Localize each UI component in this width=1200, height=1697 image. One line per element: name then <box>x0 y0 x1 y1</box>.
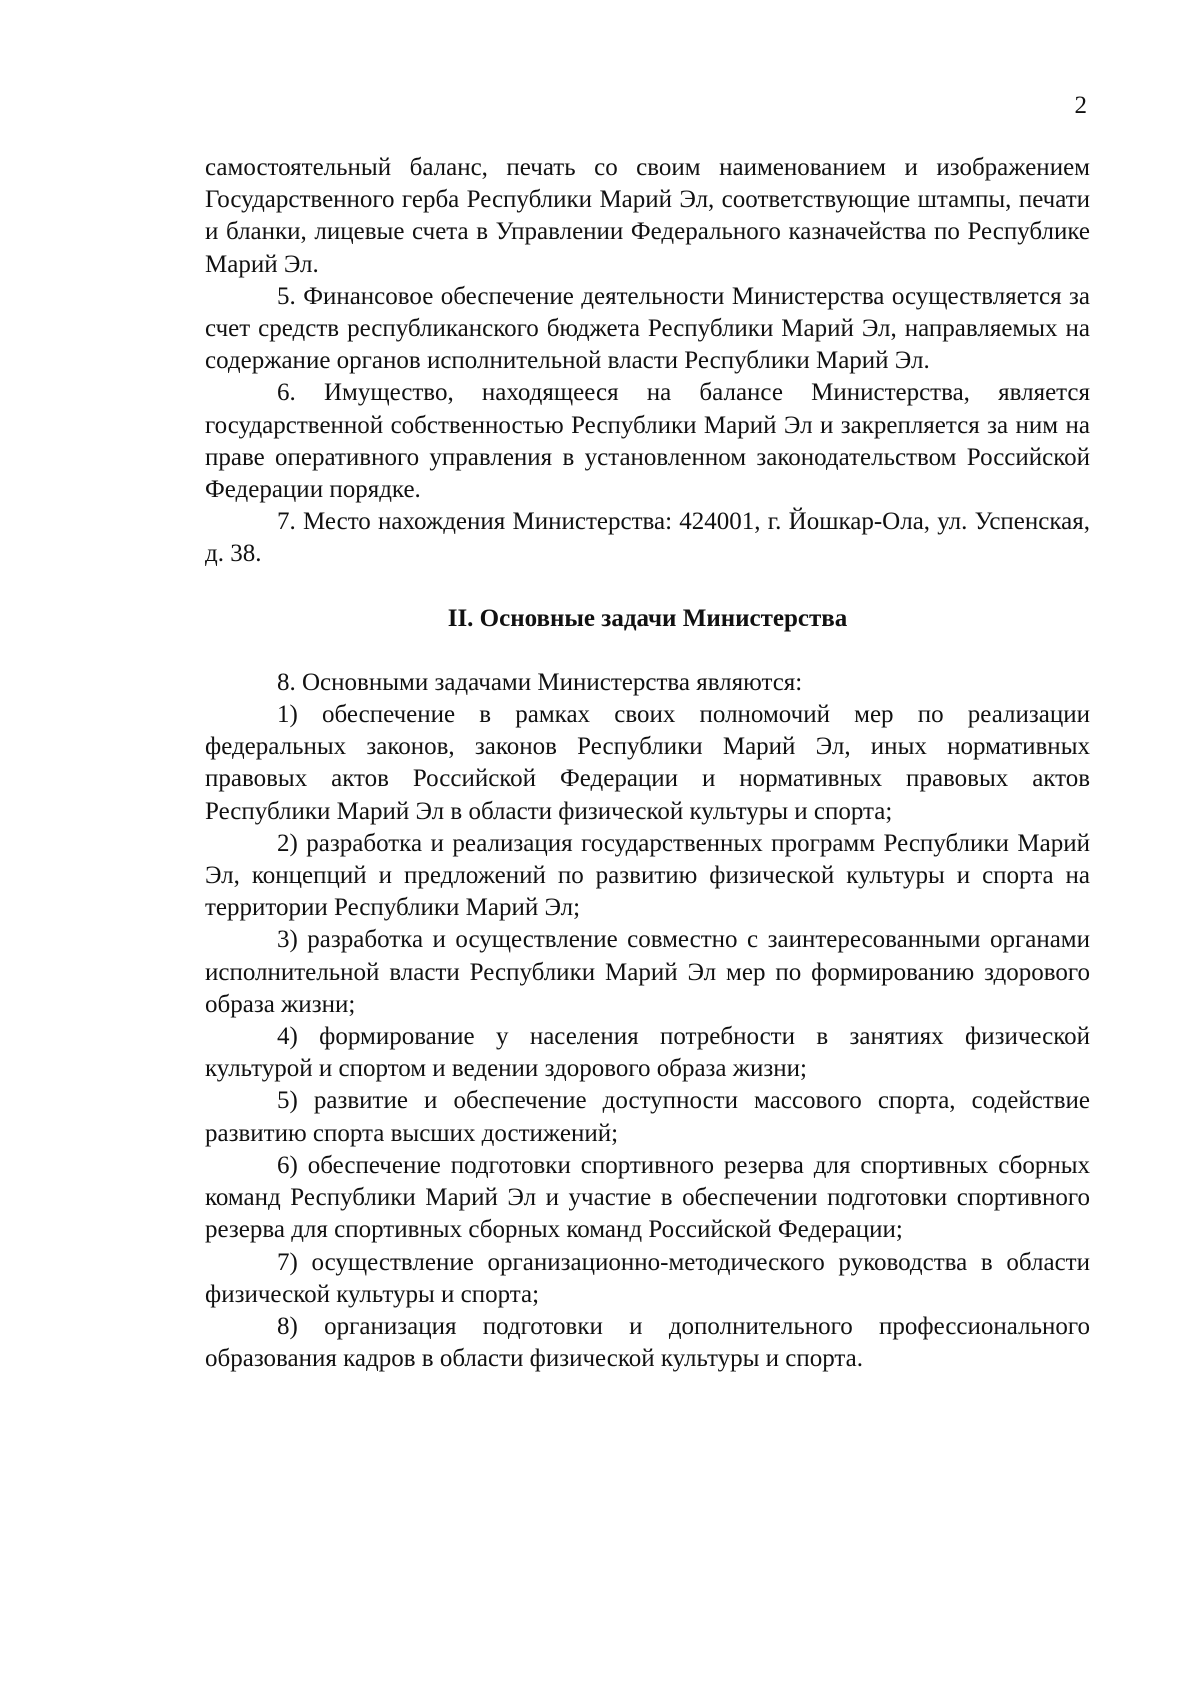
task-item-2: 2) разработка и реализация государственных программ Республики Марий Эл, концепций и предложений по развитию физической культуры и спорта на территории Республики Марий Эл; <box>205 829 1090 922</box>
page-number: 2 <box>1074 92 1087 119</box>
task-item-6: 6) обеспечение подготовки спортивного резерва для спортивных сборных команд Республики Марий Эл и участие в обеспечении подготовки спортивного резерва для спортивных сборных команд Российской Федерации; <box>205 1151 1090 1244</box>
paragraph-item-7: 7. Место нахождения Министерства: 424001, г. Йошкар-Ола, ул. Успенская, д. 38. <box>205 508 1090 568</box>
task-item-4: 4) формирование у населения потребности в занятиях физической культурой и спортом и ведении здорового образа жизни; <box>205 1023 1090 1083</box>
paragraph-item-6: 6. Имущество, находящееся на балансе Министерства, является государственной собственностью Республики Марий Эл и закрепляется за ним на праве оперативного управления в установленном законодательством Российской Федерации порядке. <box>205 379 1090 504</box>
document-body <box>205 152 1090 1375</box>
task-item-3: 3) разработка и осуществление совместно с заинтересованными органами исполнительной власти Республики Марий Эл мер по формированию здорового образа жизни; <box>205 926 1090 1018</box>
paragraph-continuation: самостоятельный баланс, печать со своим наименованием и изображением Государственного герба Республики Марий Эл, соответствующие штампы, печати и бланки, лицевые счета в Управлении Федерального казначейства по Республике Марий Эл. <box>205 154 1090 278</box>
task-item-5: 5) развитие и обеспечение доступности массового спорта, содействие развитию спорта высших достижений; <box>205 1087 1090 1147</box>
task-item-7: 7) осуществление организационно-методического руководства в области физической культуры и спорта; <box>205 1248 1090 1308</box>
paragraph-item-5: 5. Финансовое обеспечение деятельности Министерства осуществляется за счет средств республиканского бюджета Республики Марий Эл, направляемых на содержание органов исполнительной власти Республики Марий Эл. <box>205 282 1090 375</box>
paragraph-item-8: 8. Основными задачами Министерства являются: <box>277 668 803 696</box>
task-item-8: 8) организация подготовки и дополнительного профессионального образования кадров в области физической культуры и спорта. <box>205 1312 1090 1373</box>
section-heading: II. Основные задачи Министерства <box>447 604 848 632</box>
task-item-1: 1) обеспечение в рамках своих полномочий мер по реализации федеральных законов, законов Республики Марий Эл, иных нормативных правовых актов Российской Федерации и нормативных правовых актов Республики Марий Эл в области физической культуры и спорта; <box>205 701 1090 825</box>
